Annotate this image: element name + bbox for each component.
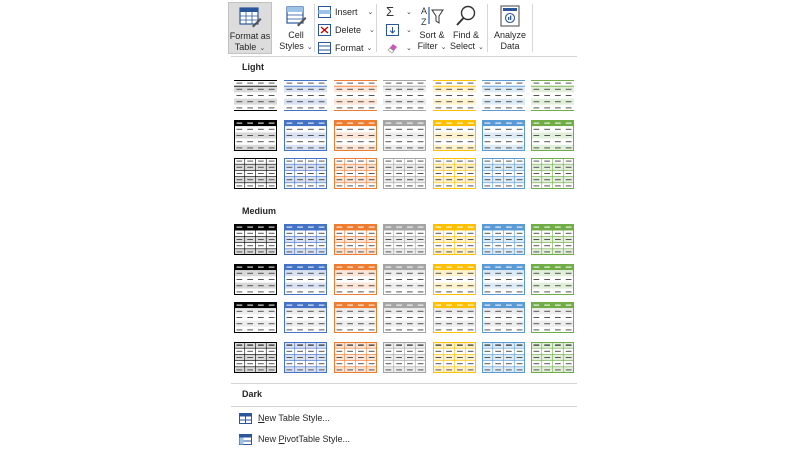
table-style-preview-icon <box>433 224 476 255</box>
table-style-medium-17[interactable] <box>334 302 377 333</box>
table-style-preview-icon <box>383 302 426 333</box>
new-table-style-post: ew Table Style... <box>264 413 330 423</box>
table-style-light-1[interactable] <box>234 80 277 111</box>
table-style-preview-icon <box>482 120 525 151</box>
table-style-preview-icon <box>284 264 327 295</box>
new-table-style-menu-item[interactable] <box>239 410 330 426</box>
cell-styles-button[interactable] <box>276 2 316 54</box>
table-style-light-12[interactable] <box>433 120 476 151</box>
table-style-medium-20[interactable] <box>482 302 525 333</box>
new-pivottable-style-label <box>258 434 350 444</box>
table-style-medium-11[interactable] <box>383 264 426 295</box>
table-style-light-21[interactable] <box>531 158 574 189</box>
table-style-preview-icon <box>284 158 327 189</box>
format-as-table-icon <box>238 5 262 29</box>
table-style-light-18[interactable] <box>383 158 426 189</box>
table-style-preview-icon <box>284 120 327 151</box>
table-style-preview-icon <box>284 342 327 373</box>
table-style-light-14[interactable] <box>531 120 574 151</box>
new-table-style-icon <box>239 413 252 424</box>
delete-label: Delete <box>335 24 362 35</box>
table-style-medium-13[interactable] <box>482 264 525 295</box>
table-style-preview-icon <box>433 120 476 151</box>
table-style-medium-26[interactable] <box>433 342 476 373</box>
chevron-down-icon: ⌄ <box>406 8 412 16</box>
chevron-down-icon: ⌄ <box>440 44 447 51</box>
table-style-medium-8[interactable] <box>234 264 277 295</box>
table-style-preview-icon <box>234 342 277 373</box>
format-button[interactable] <box>318 40 372 55</box>
table-style-preview-icon <box>234 80 277 111</box>
table-style-light-10[interactable] <box>334 120 377 151</box>
table-style-preview-icon <box>234 302 277 333</box>
table-style-medium-24[interactable] <box>334 342 377 373</box>
ribbon-separator <box>314 4 315 52</box>
home-ribbon-styles-cells-editing <box>226 0 576 56</box>
eraser-icon <box>386 42 399 54</box>
table-style-preview-icon <box>482 342 525 373</box>
sort-filter-label-1: Sort & <box>419 30 445 40</box>
find-select-label-1: Find & <box>452 30 479 40</box>
table-style-preview-icon <box>482 158 525 189</box>
format-as-table-label-2 <box>229 42 271 54</box>
table-style-preview-icon <box>433 80 476 111</box>
table-style-preview-icon <box>234 120 277 151</box>
table-style-light-7[interactable] <box>531 80 574 111</box>
table-style-medium-27[interactable] <box>482 342 525 373</box>
table-style-preview-icon <box>482 224 525 255</box>
table-style-preview-icon <box>433 302 476 333</box>
table-style-preview-icon <box>531 80 574 111</box>
table-style-medium-3[interactable] <box>334 224 377 255</box>
chevron-down-icon: ⌄ <box>259 45 266 52</box>
clear-button[interactable] <box>386 40 412 55</box>
table-style-medium-6[interactable] <box>482 224 525 255</box>
table-style-preview-icon <box>433 342 476 373</box>
table-style-preview-icon <box>531 264 574 295</box>
table-style-preview-icon <box>284 224 327 255</box>
find-select-label-2-text: Select <box>450 41 476 51</box>
new-pivottable-style-menu-item[interactable] <box>239 431 350 447</box>
table-style-medium-28[interactable] <box>531 342 574 373</box>
table-style-preview-icon <box>383 224 426 255</box>
table-style-preview-icon <box>482 264 525 295</box>
table-style-medium-9[interactable] <box>284 264 327 295</box>
gallery-divider <box>231 406 577 407</box>
table-style-medium-7[interactable] <box>531 224 574 255</box>
table-style-medium-10[interactable] <box>334 264 377 295</box>
chevron-down-icon: ⌄ <box>406 26 412 34</box>
table-style-medium-22[interactable] <box>234 342 277 373</box>
format-as-table-label-1: Format as <box>229 31 271 41</box>
table-style-medium-15[interactable] <box>234 302 277 333</box>
table-style-preview-icon <box>284 80 327 111</box>
cell-styles-label-2-text: Styles <box>279 41 304 51</box>
table-style-light-3[interactable] <box>334 80 377 111</box>
table-style-light-16[interactable] <box>284 158 327 189</box>
analyze-data-icon <box>498 4 522 28</box>
format-as-table-label-2-text: Table <box>234 42 257 52</box>
table-style-light-13[interactable] <box>482 120 525 151</box>
format-as-table-button[interactable] <box>228 2 272 54</box>
cell-styles-label-2 <box>276 41 316 53</box>
table-style-medium-23[interactable] <box>284 342 327 373</box>
table-style-light-20[interactable] <box>482 158 525 189</box>
insert-button[interactable] <box>318 4 373 19</box>
table-style-preview-icon <box>334 80 377 111</box>
table-style-light-11[interactable] <box>383 120 426 151</box>
table-style-preview-icon <box>531 120 574 151</box>
ribbon-separator <box>487 4 488 52</box>
table-style-medium-18[interactable] <box>383 302 426 333</box>
new-table-style-accesskey: N <box>258 413 265 423</box>
table-style-medium-4[interactable] <box>383 224 426 255</box>
svg-text:Z: Z <box>421 17 427 27</box>
table-style-preview-icon <box>234 264 277 295</box>
new-pivottable-style-icon <box>239 434 252 445</box>
sort-filter-button[interactable] <box>416 2 448 54</box>
table-style-medium-12[interactable] <box>433 264 476 295</box>
chevron-down-icon: ⌄ <box>366 44 373 52</box>
new-pivottable-style-pre: New <box>258 434 279 444</box>
format-label: Format <box>335 42 364 53</box>
table-style-medium-19[interactable] <box>433 302 476 333</box>
table-style-preview-icon <box>383 80 426 111</box>
cell-styles-label-1: Cell <box>288 30 304 40</box>
ribbon-separator <box>376 4 377 52</box>
gallery-divider <box>231 383 577 384</box>
chevron-down-icon: ⌄ <box>306 44 313 51</box>
section-label-dark: Dark <box>242 389 263 399</box>
table-style-medium-2[interactable] <box>284 224 327 255</box>
table-style-preview-icon <box>334 302 377 333</box>
sort-filter-icon <box>420 4 444 28</box>
table-style-preview-icon <box>531 224 574 255</box>
table-style-medium-5[interactable] <box>433 224 476 255</box>
delete-button[interactable] <box>318 22 375 37</box>
table-style-medium-21[interactable] <box>531 302 574 333</box>
sort-filter-label-2 <box>416 41 448 53</box>
table-style-preview-icon <box>234 224 277 255</box>
table-style-light-9[interactable] <box>284 120 327 151</box>
table-style-preview-icon <box>482 80 525 111</box>
table-style-medium-25[interactable] <box>383 342 426 373</box>
table-style-medium-1[interactable] <box>234 224 277 255</box>
fill-button[interactable] <box>386 22 412 37</box>
delete-cells-icon <box>318 24 331 36</box>
insert-label: Insert <box>335 6 358 17</box>
new-table-style-label <box>258 413 330 423</box>
table-style-preview-icon <box>433 264 476 295</box>
table-style-medium-16[interactable] <box>284 302 327 333</box>
search-icon <box>454 4 478 28</box>
table-style-preview-icon <box>334 224 377 255</box>
table-style-preview-icon <box>284 302 327 333</box>
analyze-data-label-2: Data <box>500 41 520 51</box>
table-style-preview-icon <box>334 158 377 189</box>
sort-filter-label-2-text: Filter <box>417 41 438 51</box>
table-style-light-15[interactable] <box>234 158 277 189</box>
chevron-down-icon: ⌄ <box>367 8 374 16</box>
table-style-preview-icon <box>334 120 377 151</box>
table-style-light-17[interactable] <box>334 158 377 189</box>
table-style-preview-icon <box>383 342 426 373</box>
table-style-light-19[interactable] <box>433 158 476 189</box>
fill-down-icon <box>386 24 399 36</box>
new-pivottable-style-accesskey: P <box>278 434 285 444</box>
gallery-top-border <box>231 56 577 57</box>
insert-cells-icon <box>318 6 331 18</box>
table-style-preview-icon <box>482 302 525 333</box>
cell-styles-icon <box>284 4 308 28</box>
table-style-light-4[interactable] <box>383 80 426 111</box>
table-style-light-8[interactable] <box>234 120 277 151</box>
table-style-preview-icon <box>334 264 377 295</box>
analyze-data-button[interactable] <box>492 2 528 54</box>
new-pivottable-style-post: ivotTable Style... <box>284 434 351 444</box>
table-style-preview-icon <box>531 158 574 189</box>
format-cells-icon <box>318 42 331 54</box>
table-style-preview-icon <box>234 158 277 189</box>
autosum-button[interactable] <box>386 4 412 19</box>
table-style-light-2[interactable] <box>284 80 327 111</box>
find-select-button[interactable] <box>450 2 482 54</box>
chevron-down-icon: ⌄ <box>369 26 375 34</box>
table-style-light-6[interactable] <box>482 80 525 111</box>
section-label-light: Light <box>242 62 264 72</box>
table-style-preview-icon <box>383 264 426 295</box>
table-style-preview-icon <box>383 158 426 189</box>
table-style-gallery <box>231 56 577 450</box>
table-style-preview-icon <box>531 302 574 333</box>
table-style-preview-icon <box>383 120 426 151</box>
table-style-medium-14[interactable] <box>531 264 574 295</box>
table-style-preview-icon <box>334 342 377 373</box>
svg-text:A: A <box>421 6 428 16</box>
table-style-preview-icon <box>433 158 476 189</box>
autosum-icon: Σ <box>386 4 395 19</box>
ribbon-separator <box>532 4 533 52</box>
find-select-label-2 <box>450 41 482 53</box>
table-style-preview-icon <box>531 342 574 373</box>
analyze-data-label-1: Analyze <box>493 30 527 40</box>
chevron-down-icon: ⌄ <box>406 44 412 52</box>
chevron-down-icon: ⌄ <box>478 44 484 51</box>
section-label-medium: Medium <box>242 206 277 216</box>
table-style-light-5[interactable] <box>433 80 476 111</box>
